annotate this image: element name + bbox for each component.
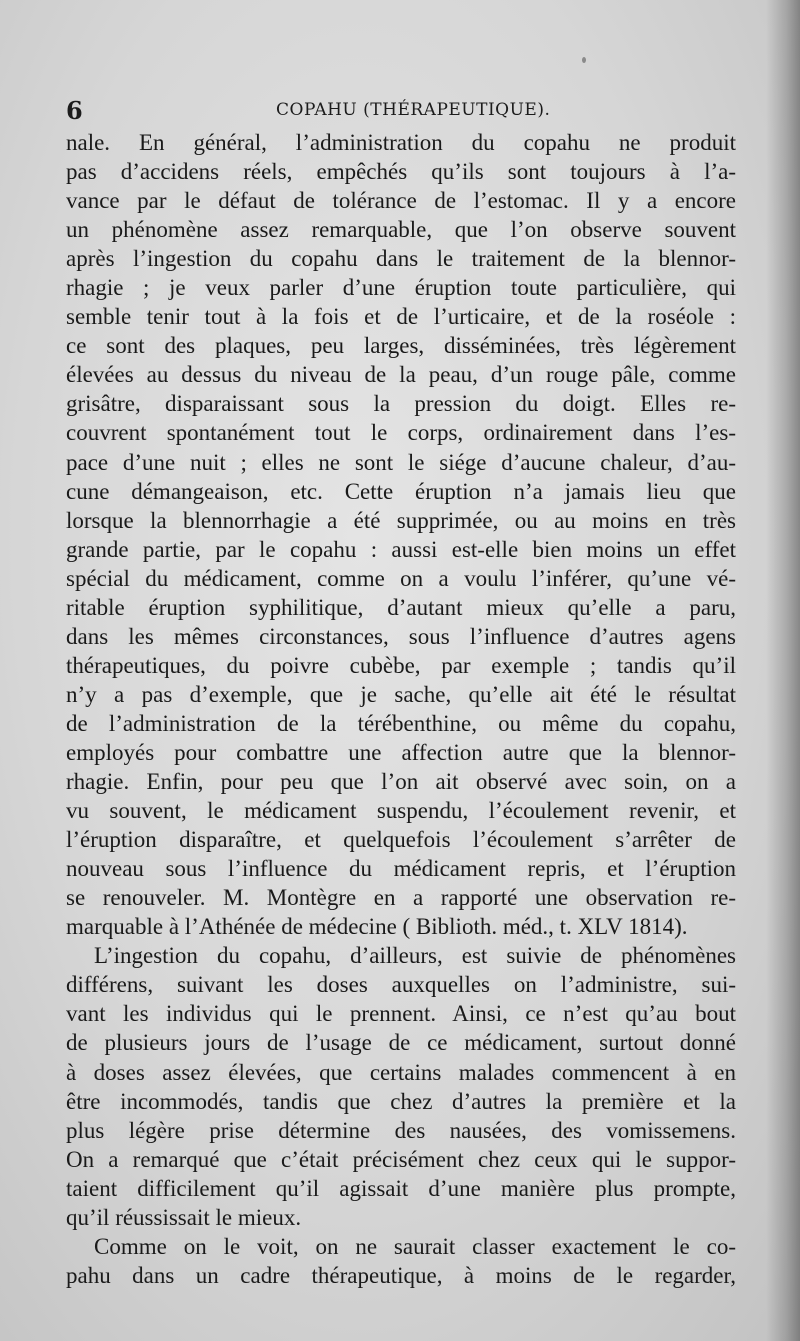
- text-line: cune démangeaison, etc. Cette éruption n’a jamais lieu que: [66, 478, 736, 504]
- running-title: COPAHU (THÉRAPEUTIQUE).: [276, 100, 551, 120]
- text-line: vance par le défaut de tolérance de l’estomac. Il y a encore: [66, 188, 736, 214]
- paragraph: [66, 1232, 736, 1290]
- text-line: semble tenir tout à la fois et de l’urticaire, et de la roséole :: [66, 304, 736, 330]
- text-line: après l’ingestion du copahu dans le traitement de la blennor-: [66, 246, 736, 272]
- body-text: [66, 128, 736, 1290]
- text-line: pahu dans un cadre thérapeutique, à moins de le regarder,: [66, 1262, 736, 1288]
- text-line: rhagie ; je veux parler d’une éruption toute particulière, qui: [66, 275, 736, 301]
- text-line: ce sont des plaques, peu larges, disséminées, très légèrement: [66, 333, 736, 359]
- text-line: grande partie, par le copahu : aussi est-elle bien moins un effet: [66, 536, 736, 562]
- text-line: employés pour combattre une affection autre que la blennor-: [66, 739, 736, 765]
- text-line: marquable à l’Athénée de médecine ( Biblioth. méd., t. XLV 1814).: [66, 914, 688, 940]
- text-line: qu’il réussissait le mieux.: [66, 1204, 302, 1230]
- text-line: être incommodés, tandis que chez d’autres la première et la: [66, 1088, 736, 1114]
- text-line: élevées au dessus du niveau de la peau, d’un rouge pâle, comme: [66, 362, 736, 388]
- text-line: rhagie. Enfin, pour peu que l’on ait observé avec soin, on a: [66, 769, 736, 795]
- text-line: Comme on le voit, on ne saurait classer exactement le co-: [94, 1233, 736, 1259]
- text-line: taient difficilement qu’il agissait d’une manière plus prompte,: [66, 1175, 736, 1201]
- text-line: nale. En général, l’administration du copahu ne produit: [66, 130, 736, 155]
- page-header: [66, 96, 736, 126]
- text-line: de plusieurs jours de l’usage de ce médicament, surtout donné: [66, 1030, 736, 1056]
- binding-shadow: [766, 0, 800, 1341]
- text-line: L’ingestion du copahu, d’ailleurs, est suivie de phénomènes: [94, 943, 736, 969]
- paper-speck: [582, 57, 586, 63]
- text-line: nouveau sous l’influence du médicament repris, et l’éruption: [66, 856, 736, 882]
- text-line: différens, suivant les doses auxquelles on l’administre, sui-: [66, 972, 736, 998]
- text-line: se renouveler. M. Montègre en a rapporté une observation re-: [66, 885, 736, 911]
- text-line: pas d’accidens réels, empêchés qu’ils sont toujours à l’a-: [66, 159, 736, 185]
- text-line: ritable éruption syphilitique, d’autant mieux qu’elle a paru,: [66, 594, 736, 620]
- text-line: un phénomène assez remarquable, que l’on observe souvent: [66, 217, 736, 243]
- text-line: spécial du médicament, comme on a voulu l’inférer, qu’une vé-: [66, 565, 736, 591]
- text-line: n’y a pas d’exemple, que je sache, qu’elle ait été le résultat: [66, 681, 736, 707]
- text-line: lorsque la blennorrhagie a été supprimée, ou au moins en très: [66, 507, 736, 533]
- paragraph: [66, 941, 736, 1231]
- text-line: de l’administration de la térébenthine, ou même du copahu,: [66, 710, 736, 736]
- text-line: couvrent spontanément tout le corps, ordinairement dans l’es-: [66, 420, 736, 446]
- page-number: 6: [66, 96, 83, 125]
- text-line: pace d’une nuit ; elles ne sont le siége d’aucune chaleur, d’au-: [66, 449, 736, 475]
- text-line: à doses assez élevées, que certains malades commencent à en: [66, 1059, 736, 1085]
- text-line: grisâtre, disparaissant sous la pression du doigt. Elles re-: [66, 391, 736, 417]
- text-line: vant les individus qui le prennent. Ainsi, ce n’est qu’au bout: [66, 1001, 736, 1027]
- text-line: plus légère prise détermine des nausées, des vomissemens.: [66, 1117, 736, 1143]
- text-line: thérapeutiques, du poivre cubèbe, par exemple ; tandis qu’il: [66, 652, 736, 678]
- text-line: vu souvent, le médicament suspendu, l’écoulement revenir, et: [66, 798, 736, 824]
- text-line: l’éruption disparaître, et quelquefois l’écoulement s’arrêter de: [66, 827, 736, 853]
- paragraph: [66, 128, 736, 941]
- text-line: dans les mêmes circonstances, sous l’influence d’autres agens: [66, 623, 736, 649]
- text-line: On a remarqué que c’était précisément chez ceux qui le suppor-: [66, 1146, 736, 1172]
